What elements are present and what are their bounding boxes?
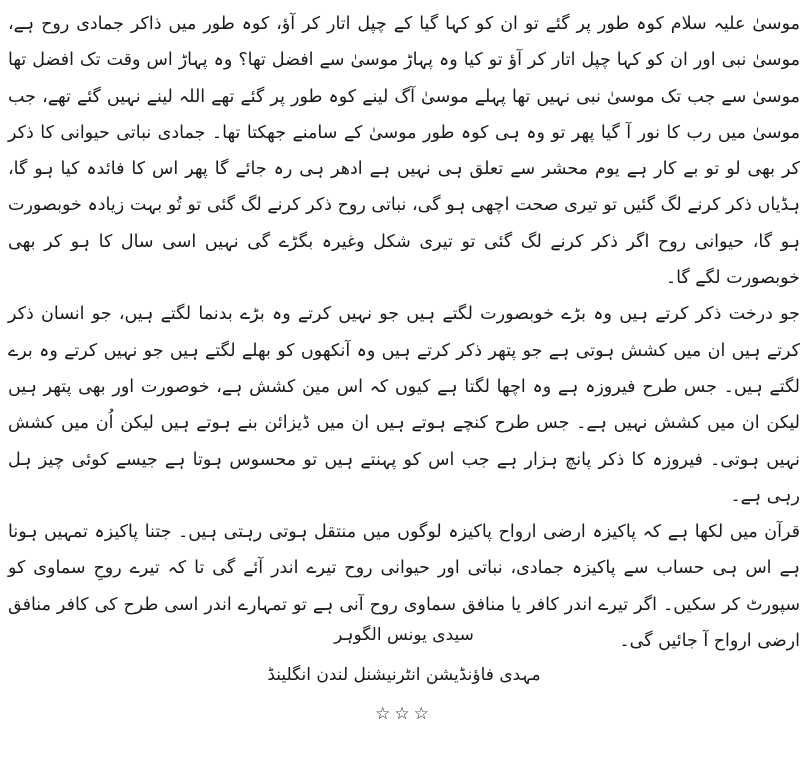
paragraph-2: جو درخت ذکر کرتے ہیں وہ بڑے خوبصورت لگتے ہیں جو نہیں کرتے وہ بڑے بدنما لگتے ہیں، جو انسان ذکر کرتے ہیں ان میں کشش ہوتی ہے جو پتھر ذکر کرتے ہیں وہ آنکھوں کو بھلے لگتے ہیں جو نہیں کرتے وہ برے لگتے ہیں۔ جس طرح فیروزہ ہے وہ اچھا لگتا ہے کیوں کہ اس مین کشش ہے، خوصورت اور بھی پتھر ہیں لیکن ان میں کشش نہیں ہے۔ جس طرح کنچے ہوتے ہیں ان میں ڈیزائن بنے ہوتے ہیں لیکن اُن میں کشش نہیں ہوتی۔ فیروزہ کا ذکر پانچ ہزار ہے جب اس کو پہنتے ہیں تو محسوس ہوتا ہے جیسے کوئی چیز ہل رہی ہے۔ [8, 304, 800, 506]
paragraph-1: موسیٰ علیہ سلام کوہ طور پر گئے تو ان کو کہا گیا کے چپل اتار کر آؤ، کوہ طور میں ذاکر جمادی روح ہے، موسیٰ نبی اور ان کو کہا چپل اتار کر آؤ تو کیا وہ پہاڑ موسیٰ سے افضل تھا؟ وہ پہاڑ اس وقت تک افضل تھا موسیٰ سے جب تک موسیٰ نبی نہیں تھا پہلے موسیٰ آگ لینے کوہ طور پر گئے تھے اللہ لینے نہیں گئے تھے، جب موسیٰ میں رب کا نور آ گیا پھر تو وہ ہی کوہ طور موسیٰ کے سامنے جھکتا تھا۔ جمادی نباتی حیوانی کا ذکر کر بھی لو تو بے کار ہے یوم محشر سے تعلق ہی نہیں ہے ادھر ہی رہ جائے گا پھر اس کا فائدہ کیا ہو گا، ہڈیاں ذکر کرنے لگ گئیں تو تیری صحت اچھی ہو گی، نباتی روح ذکر کرنے لگ گئی تو تُو بہت زیادہ خوبصورت ہو گا، حیوانی روح اگر ذکر کرنے لگ گئی تو تیری شکل وغیرہ بگڑے گی نہیں اسی سال کا ہو کر بھی خوبصورت لگے گا۔ [8, 14, 800, 289]
author-name: سیدی یونس الگوہر [334, 625, 474, 645]
stars-separator: ☆☆☆ [375, 704, 433, 724]
signature-block [0, 622, 808, 724]
paragraph-3: قرآن میں لکھا ہے کہ پاکیزہ ارضی ارواح پاکیزہ لوگوں میں منتقل ہوتی رہتی ہیں۔ جتنا پاکیزہ تمہیں ہونا ہے اس ہی حساب سے پاکیزہ جمادی، نباتی اور حیوانی روح تیرے اندر آئے گی تا کہ تیرے روحِ سماوی کو سپورٹ کر سکیں۔ اگر تیرے اندر کافر یا منافق سماوی روح آنی ہے تو تمہارے اندر اسی طرح کی کافر منافق ارضی ارواح آ جائیں گی۔ [8, 522, 800, 652]
organization-name: مہدی فاؤنڈیشن انٹرنیشنل لندن انگلینڈ [267, 665, 541, 685]
